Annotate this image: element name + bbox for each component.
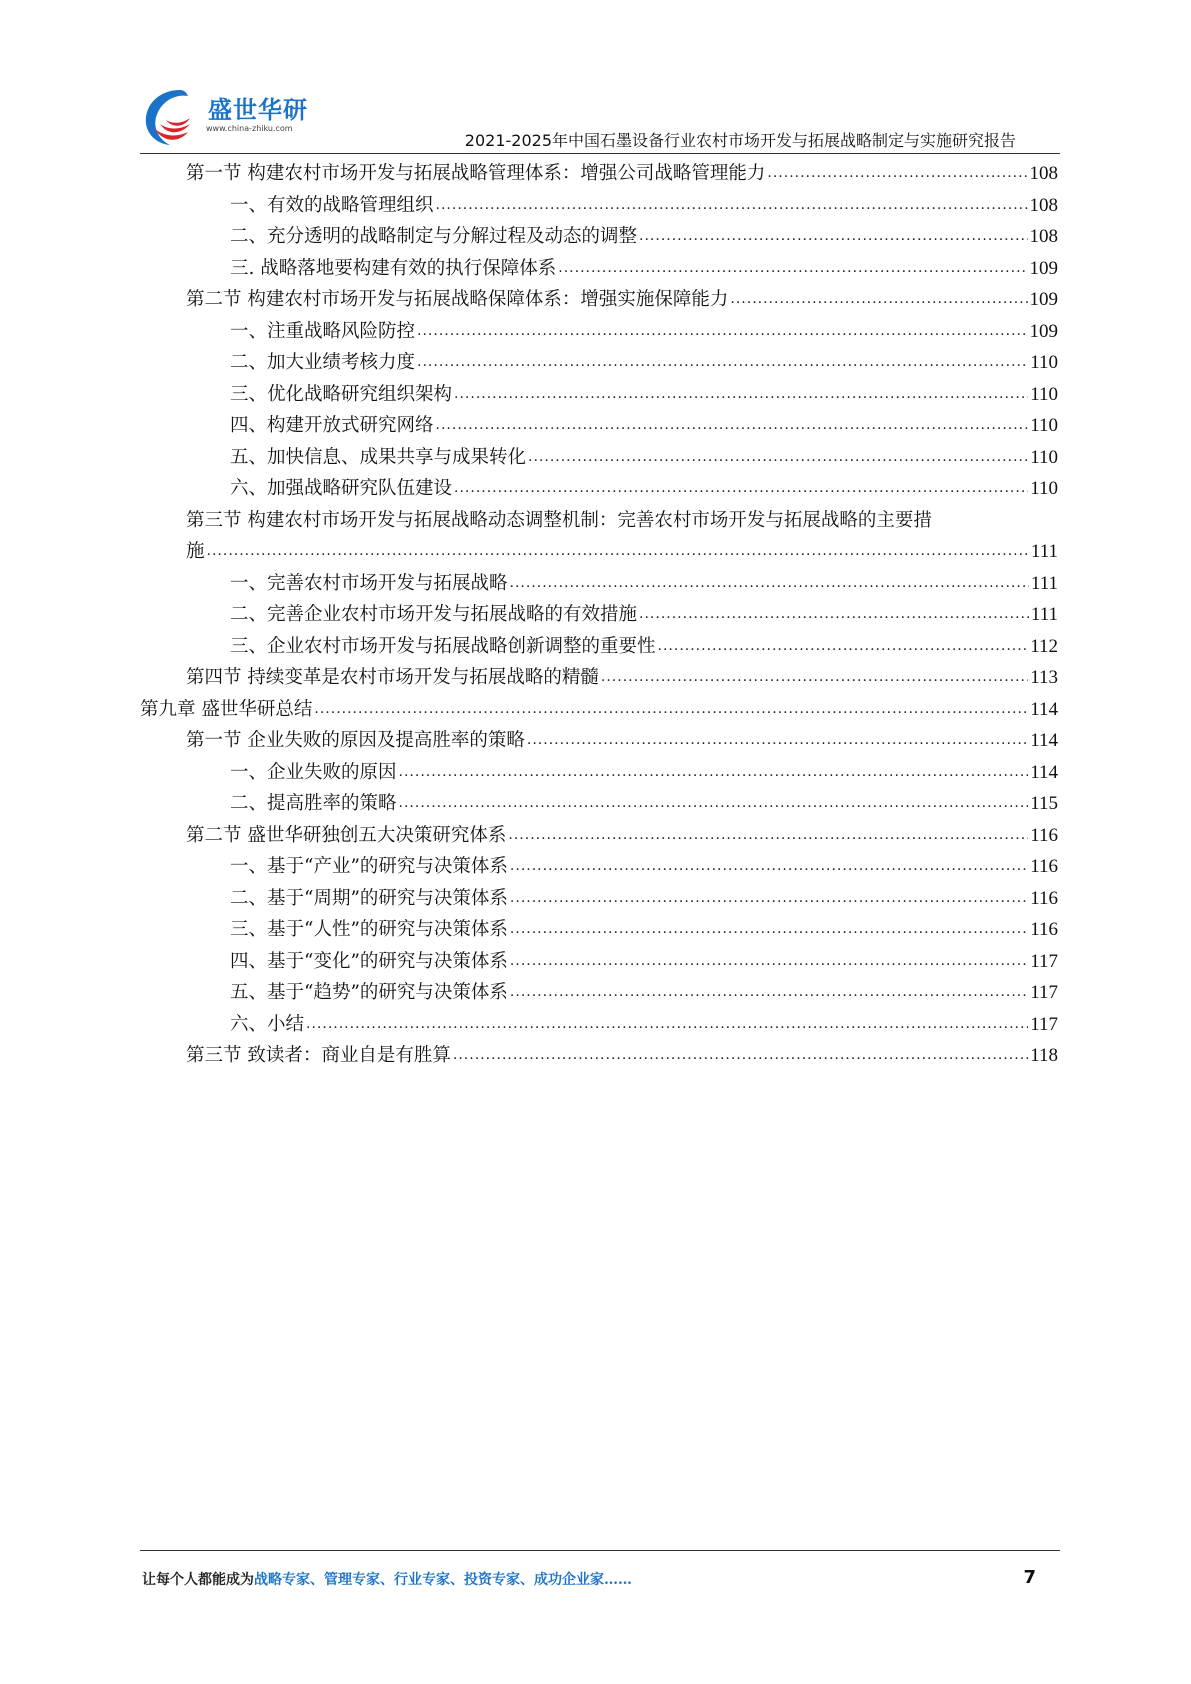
toc-page-number: 114 — [1030, 730, 1058, 751]
report-title: 2021-2025年中国石墨设备行业农村市场开发与拓展战略制定与实施研究报告 — [464, 131, 1016, 150]
toc-entry-text: 第一节 构建农村市场开发与拓展战略管理体系：增强公司战略管理能力 — [186, 163, 766, 184]
toc-leader-dots — [314, 694, 1028, 726]
header-divider — [140, 153, 1060, 154]
toc-page-number: 109 — [1029, 320, 1058, 342]
toc-entry-text: 二、加大业绩考核力度 — [230, 352, 416, 373]
toc-page-number: 115 — [1030, 793, 1058, 814]
toc-entry-text: 二、充分透明的战略制定与分解过程及动态的调整 — [230, 226, 638, 247]
toc-entry[interactable] — [140, 158, 1058, 190]
toc-entry[interactable] — [140, 442, 1058, 474]
toc-page-number: 110 — [1030, 415, 1058, 436]
toc-entry[interactable] — [140, 347, 1058, 379]
toc-page-number: 110 — [1030, 478, 1058, 499]
toc-page-number: 108 — [1029, 226, 1058, 247]
toc-leader-dots — [399, 788, 1029, 820]
toc-entry[interactable] — [140, 694, 1058, 726]
toc-entry[interactable] — [140, 253, 1058, 285]
page-header — [140, 80, 1060, 160]
toc-page-number: 109 — [1029, 257, 1058, 279]
toc-entry[interactable] — [140, 851, 1058, 883]
toc-entry-text: 四、基于“变化”的研究与决策体系 — [230, 950, 508, 972]
toc-entry-text: 第一节 企业失败的原因及提高胜率的策略 — [186, 730, 525, 751]
toc-leader-dots — [639, 221, 1027, 253]
toc-leader-dots — [436, 190, 1028, 222]
toc-page-number: 117 — [1030, 1013, 1058, 1035]
toc-leader-dots — [436, 410, 1029, 442]
toc-page-number: 111 — [1030, 604, 1058, 625]
logo-emblem-icon — [140, 84, 210, 150]
toc-entry[interactable] — [140, 883, 1058, 915]
toc-entry-text: 三、优化战略研究组织架构 — [230, 383, 453, 405]
toc-entry-text: 六、小结 — [230, 1013, 305, 1035]
toc-entry[interactable] — [140, 410, 1058, 442]
toc-entry-text: 三、企业农村市场开发与拓展战略创新调整的重要性 — [230, 635, 656, 657]
toc-entry-text: 二、完善企业农村市场开发与拓展战略的有效措施 — [230, 604, 638, 625]
toc-entry-wrapped[interactable] — [140, 505, 1058, 568]
toc-page-number: 111 — [1030, 541, 1058, 562]
toc-entry-text: 一、基于“产业”的研究与决策体系 — [230, 856, 508, 877]
toc-entry[interactable] — [140, 946, 1058, 978]
toc-leader-dots — [510, 851, 1028, 883]
toc-entry[interactable] — [140, 725, 1058, 757]
toc-entry[interactable] — [140, 914, 1058, 946]
toc-entry[interactable] — [140, 190, 1058, 222]
toc-page-number: 108 — [1029, 194, 1058, 216]
toc-entry-text: 二、提高胜率的策略 — [230, 793, 397, 814]
page-number: 7 — [1023, 1567, 1036, 1588]
toc-entry[interactable] — [140, 379, 1058, 411]
company-logo — [140, 84, 310, 150]
toc-page-number: 108 — [1029, 163, 1058, 184]
toc-page-number: 116 — [1030, 824, 1058, 846]
toc-page-number: 114 — [1030, 698, 1058, 720]
toc-entry[interactable] — [140, 977, 1058, 1009]
toc-leader-dots — [454, 379, 1028, 411]
toc-entry[interactable] — [140, 757, 1058, 789]
toc-entry-text: 一、企业失败的原因 — [230, 761, 397, 783]
toc-entry-text-cont: 施 — [186, 541, 205, 562]
toc-leader-dots — [399, 757, 1029, 789]
toc-entry-text: 五、基于“趋势”的研究与决策体系 — [230, 982, 508, 1003]
toc-leader-dots — [639, 599, 1029, 631]
toc-entry-text: 二、基于“周期”的研究与决策体系 — [230, 887, 508, 909]
toc-entry[interactable] — [140, 631, 1058, 663]
toc-page-number: 116 — [1030, 887, 1058, 909]
table-of-contents — [140, 158, 1058, 1072]
footer-slogan-highlight: 战略专家、管理专家、行业专家、投资专家、成功企业家…… — [254, 1572, 632, 1588]
toc-entry[interactable] — [140, 820, 1058, 852]
toc-page-number: 110 — [1030, 383, 1058, 405]
toc-page-number: 111 — [1030, 572, 1058, 594]
toc-leader-dots — [306, 1009, 1028, 1041]
toc-leader-dots — [658, 631, 1029, 663]
toc-entry[interactable] — [140, 1040, 1058, 1072]
toc-page-number: 116 — [1030, 919, 1058, 940]
toc-entry-text: 第三节 致读者：商业自是有胜算 — [186, 1045, 451, 1066]
toc-leader-dots — [528, 442, 1028, 474]
toc-leader-dots — [510, 977, 1028, 1009]
toc-page-number: 117 — [1030, 982, 1058, 1003]
toc-leader-dots — [510, 914, 1028, 946]
toc-leader-dots — [510, 883, 1028, 915]
toc-page-number: 114 — [1030, 761, 1058, 783]
toc-leader-dots — [207, 536, 1029, 568]
toc-entry-text: 第二节 构建农村市场开发与拓展战略保障体系：增强实施保障能力 — [186, 289, 729, 310]
page-footer — [142, 1569, 1060, 1589]
toc-leader-dots — [558, 253, 1027, 285]
toc-entry-text: 一、注重战略风险防控 — [230, 320, 416, 342]
toc-page-number: 116 — [1030, 856, 1058, 877]
logo-url: www.china-zhiku.com — [206, 124, 293, 133]
toc-leader-dots — [510, 568, 1029, 600]
toc-entry[interactable] — [140, 473, 1058, 505]
toc-entry-text: 四、构建开放式研究网络 — [230, 415, 434, 436]
toc-entry[interactable] — [140, 788, 1058, 820]
toc-entry-text: 一、完善农村市场开发与拓展战略 — [230, 572, 508, 594]
toc-page-number: 110 — [1030, 352, 1058, 373]
toc-entry-text: 五、加快信息、成果共享与成果转化 — [230, 446, 527, 468]
footer-divider — [140, 1550, 1060, 1551]
toc-entry-text: 第二节 盛世华研独创五大决策研究体系 — [186, 824, 507, 846]
toc-leader-dots — [417, 316, 1027, 348]
toc-leader-dots — [508, 820, 1028, 852]
footer-slogan-lead: 让每个人都能成为 — [142, 1572, 254, 1588]
toc-entry-text: 一、有效的战略管理组织 — [230, 194, 434, 216]
toc-page-number: 118 — [1030, 1045, 1058, 1066]
toc-page-number: 110 — [1030, 446, 1058, 468]
toc-leader-dots — [601, 662, 1028, 694]
toc-page-number: 117 — [1030, 950, 1058, 972]
toc-entry[interactable] — [140, 284, 1058, 316]
toc-leader-dots — [730, 284, 1027, 316]
toc-leader-dots — [453, 1040, 1028, 1072]
toc-entry[interactable] — [140, 316, 1058, 348]
toc-leader-dots — [454, 473, 1028, 505]
toc-leader-dots — [527, 725, 1028, 757]
toc-entry-text: 三、基于“人性”的研究与决策体系 — [230, 919, 508, 940]
toc-entry[interactable] — [140, 221, 1058, 253]
toc-entry-text: 六、加强战略研究队伍建设 — [230, 478, 453, 499]
toc-page-number: 113 — [1030, 667, 1058, 688]
toc-entry-text: 三. 战略落地要构建有效的执行保障体系 — [230, 257, 557, 279]
toc-leader-dots — [767, 158, 1027, 190]
toc-entry-text: 第三节 构建农村市场开发与拓展战略动态调整机制：完善农村市场开发与拓展战略的主要措 — [186, 509, 932, 531]
logo-text: 盛世华研 — [208, 96, 308, 124]
toc-entry-text: 第九章 盛世华研总结 — [140, 698, 313, 720]
toc-page-number: 109 — [1029, 289, 1058, 310]
toc-entry[interactable] — [140, 1009, 1058, 1041]
toc-entry[interactable] — [140, 662, 1058, 694]
toc-entry[interactable] — [140, 568, 1058, 600]
toc-entry[interactable] — [140, 599, 1058, 631]
toc-entry-text: 第四节 持续变革是农村市场开发与拓展战略的精髓 — [186, 667, 599, 688]
toc-page-number: 112 — [1030, 635, 1058, 657]
toc-leader-dots — [417, 347, 1028, 379]
toc-leader-dots — [510, 946, 1028, 978]
